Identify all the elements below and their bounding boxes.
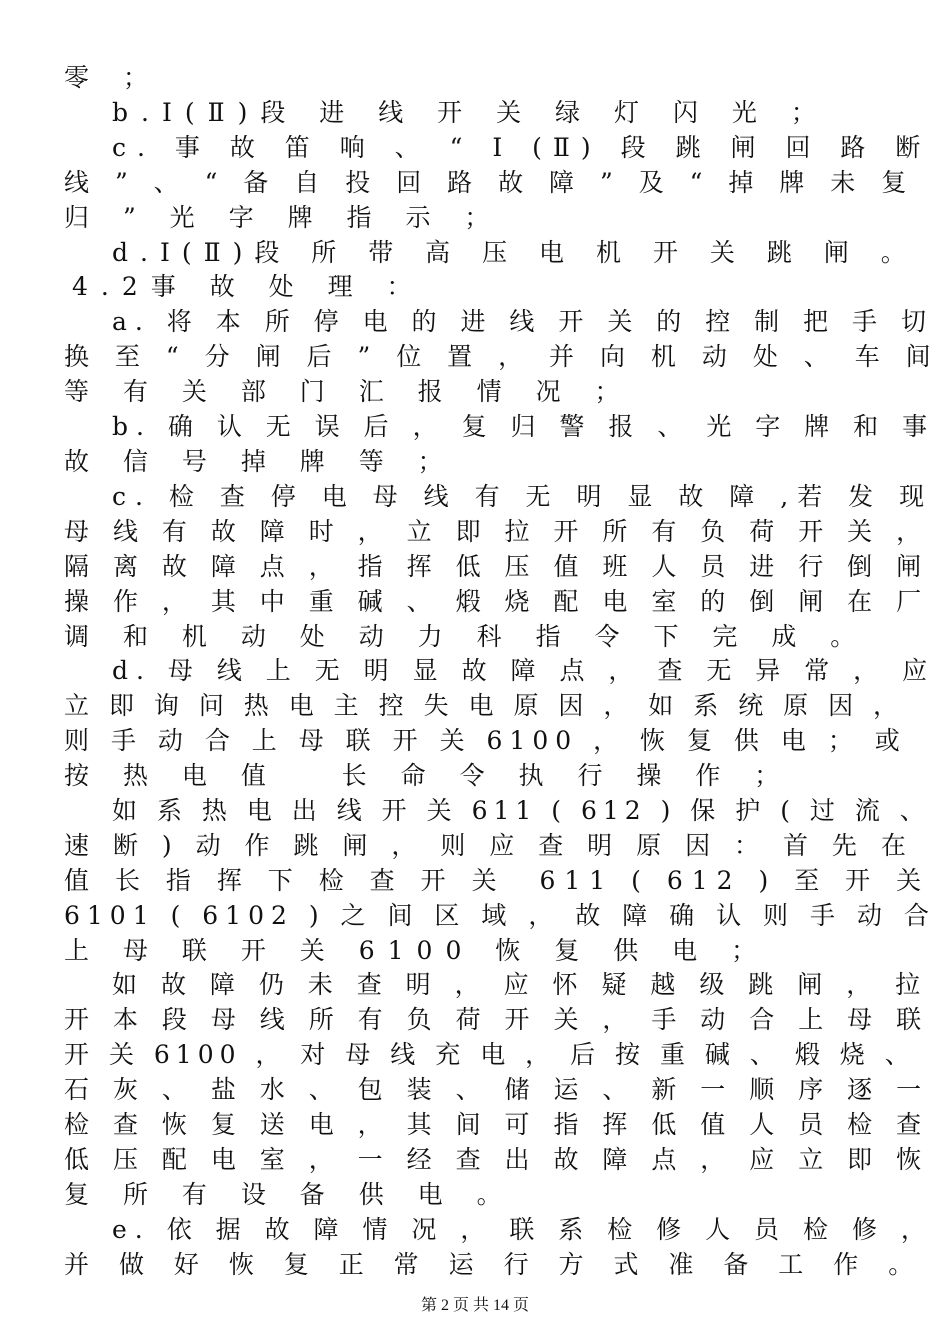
text-line: 开 本 段 母 线 所 有 负 荷 开 关 ， 手 动 合 上 母 联 <box>64 1005 930 1034</box>
text-line: 零 ； <box>64 63 161 92</box>
text-line: 检 查 恢 复 送 电 ， 其 间 可 指 挥 低 值 人 员 检 查 <box>64 1110 930 1139</box>
text-line: b. 确 认 无 误 后 ， 复 归 警 报 、 光 字 牌 和 事 <box>112 412 936 441</box>
text-line: 值 长 指 挥 下 检 查 开 关 611 ( 612 ) 至 开 关 <box>64 866 931 895</box>
page-number-footer: 第 2 页 共 14 页 <box>420 1297 529 1314</box>
text-line: 如 故 障 仍 未 查 明 ， 应 怀 疑 越 级 跳 闸 ， 拉 <box>112 970 929 999</box>
text-line: e. 依 据 故 障 情 况 ， 联 系 检 修 人 员 检 修 ， <box>112 1215 934 1244</box>
text-line: 母 线 有 故 障 时 ， 立 即 拉 开 所 有 负 荷 开 关 ， <box>64 517 930 546</box>
text-line: 故 信 号 掉 牌 等 ； <box>64 447 456 476</box>
text-line: b.Ⅰ(Ⅱ)段 进 线 开 关 绿 灯 闪 光 ； <box>112 98 829 127</box>
text-line: 低 压 配 电 室 ， 一 经 查 出 故 障 点 ， 应 立 即 恢 <box>64 1145 930 1174</box>
text-line: 线 ” 、 “ 备 自 投 回 路 故 障 ” 及 “ 掉 牌 未 复 <box>64 168 916 197</box>
text-line: 归 ” 光 字 牌 指 示 ； <box>64 203 503 232</box>
section-heading: 4.2事 故 处 理 ： <box>72 272 425 301</box>
text-line: 按 热 电 值 长 命 令 执 行 操 作 ； <box>64 761 793 790</box>
text-line: 6101 ( 6102 ) 之 间 区 域 ， 故 障 确 认 则 手 动 合 <box>64 901 936 930</box>
text-line: 操 作 ， 其 中 重 碱 、 煅 烧 配 电 室 的 倒 闸 在 厂 <box>64 587 930 616</box>
text-line: 换 至 “ 分 闸 后 ” 位 置 ， 并 向 机 动 处 、 车 间 <box>64 342 940 371</box>
text-line: 如 系 热 电 出 线 开 关 611 ( 612 ) 保 护 ( 过 流 、 <box>112 796 931 825</box>
text-line: 等 有 关 部 门 汇 报 情 况 ； <box>64 377 633 406</box>
text-line: a. 将 本 所 停 电 的 进 线 开 关 的 控 制 把 手 切 <box>112 307 935 336</box>
text-line: c. 事 故 笛 响 、 “ Ⅰ (Ⅱ) 段 跳 闸 回 路 断 <box>112 133 932 162</box>
text-line: d. 母 线 上 无 明 显 故 障 点 ， 查 无 异 常 ， 应 <box>112 656 936 685</box>
text-line: 立 即 询 问 热 电 主 控 失 电 原 因 ， 如 系 统 原 因 ， <box>64 691 905 720</box>
text-line: 开 关 6100 ， 对 母 线 充 电 ， 后 按 重 碱 、 煅 烧 、 <box>64 1040 916 1069</box>
text-line: 则 手 动 合 上 母 联 开 关 6100 ， 恢 复 供 电 ； 或 <box>64 726 907 755</box>
text-line: 调 和 机 动 处 动 力 科 指 令 下 完 成 。 <box>64 622 869 651</box>
text-line: 隔 离 故 障 点 ， 指 挥 低 压 值 班 人 员 进 行 倒 闸 <box>64 552 930 581</box>
text-line: 速 断 ) 动 作 跳 闸 ， 则 应 查 明 原 因 ： 首 先 在 <box>64 831 914 860</box>
text-line: d.Ⅰ(Ⅱ)段 所 带 高 压 电 机 开 关 跳 闸 。 <box>112 238 918 267</box>
text-line: c. 检 查 停 电 母 线 有 无 明 显 故 障 ,若 发 现 <box>112 482 934 511</box>
text-line: 石 灰 、 盐 水 、 包 装 、 储 运 、 新 一 顺 序 逐 一 <box>64 1075 930 1104</box>
text-line: 并 做 好 恢 复 正 常 运 行 方 式 准 备 工 作 。 <box>64 1250 925 1279</box>
text-line: 复 所 有 设 备 供 电 。 <box>64 1180 515 1209</box>
text-line: 上 母 联 开 关 6100 恢 复 供 电 ； <box>64 936 770 965</box>
